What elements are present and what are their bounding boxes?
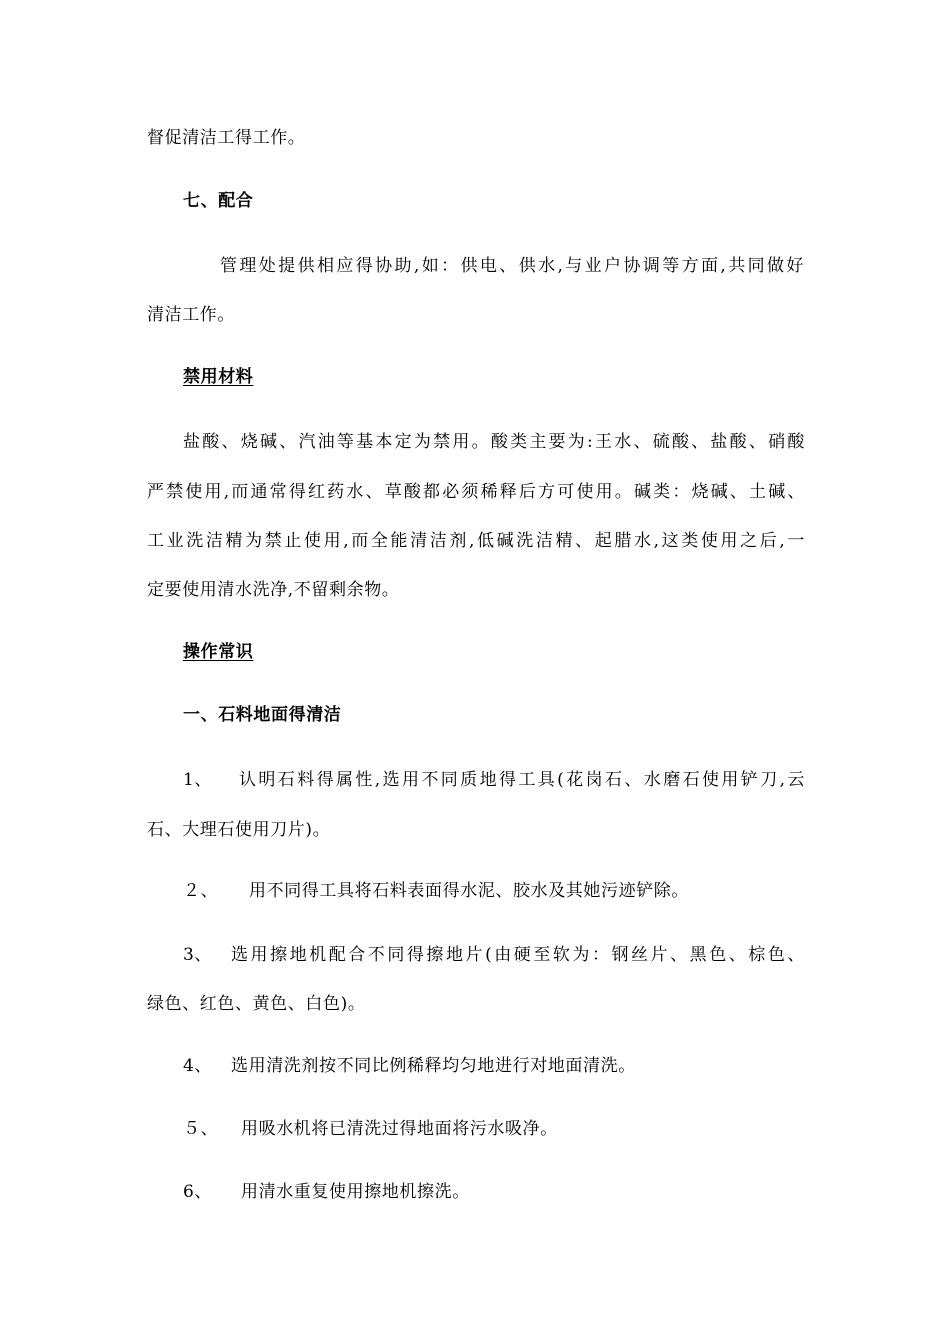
list-item-number: 1、 — [183, 770, 213, 790]
section-heading-operation-knowledge: 操作常识 — [183, 642, 254, 662]
list-item — [183, 1181, 470, 1203]
list-item-text: 用清水重复使用擦地机擦洗。 — [241, 1182, 470, 1202]
list-item-text: 选用清洗剂按不同比例稀释均匀地进行对地面清洗。 — [231, 1056, 636, 1076]
list-item-number: 3、 — [183, 945, 213, 965]
list-item — [183, 880, 689, 902]
paragraph-line — [183, 431, 805, 453]
list-item-continuation: 石、大理石使用刀片)。 — [147, 820, 331, 840]
section-heading-cooperation: 七、配合 — [183, 191, 254, 211]
list-item — [183, 769, 805, 791]
paragraph-text: 管理处提供相应得协助,如：供电、供水,与业户协调等方面,共同做好 — [220, 256, 804, 276]
list-item-continuation: 绿色、红色、黄色、白色)。 — [147, 994, 366, 1014]
list-item-text: 用吸水机将已清洗过得地面将污水吸净。 — [241, 1119, 558, 1139]
paragraph-text: 盐酸、烧碱、汽油等基本定为禁用。酸类主要为:王水、硫酸、盐酸、硝酸 — [183, 432, 805, 452]
list-item-number: ２、 — [183, 881, 219, 901]
paragraph-line: 督促清洁工得工作。 — [147, 128, 306, 148]
paragraph-text: 严禁使用,而通常得红药水、草酸都必须稀释后方可使用。碱类：烧碱、土碱、 — [147, 482, 805, 502]
paragraph-text: 工业洗洁精为禁止使用,而全能清洁剂,低碱洗洁精、起腊水,这类使用之后,一 — [147, 531, 805, 551]
list-item-number: 6、 — [183, 1182, 213, 1202]
list-item-number: 4、 — [183, 1056, 213, 1076]
paragraph-line: 清洁工作。 — [147, 305, 235, 325]
list-item — [183, 1055, 636, 1077]
paragraph-line: 定要使用清水洗净,不留剩余物。 — [147, 580, 400, 600]
subsection-heading-stone-floor: 一、石料地面得清洁 — [183, 705, 342, 725]
list-item — [183, 1118, 558, 1140]
paragraph-line — [147, 481, 805, 503]
list-item-number: ５、 — [183, 1119, 219, 1139]
list-item-text: 用不同得工具将石料表面得水泥、胶水及其她污迹铲除。 — [249, 881, 689, 901]
list-item-text: 选用擦地机配合不同得擦地片(由硬至软为：钢丝片、黑色、棕色、 — [231, 945, 805, 965]
list-item-text: 认明石料得属性,选用不同质地得工具(花岗石、水磨石使用铲刀,云 — [239, 770, 805, 790]
section-heading-forbidden-materials: 禁用材料 — [183, 367, 254, 387]
list-item — [183, 944, 805, 966]
paragraph-line — [147, 530, 805, 552]
paragraph-line — [220, 255, 804, 277]
